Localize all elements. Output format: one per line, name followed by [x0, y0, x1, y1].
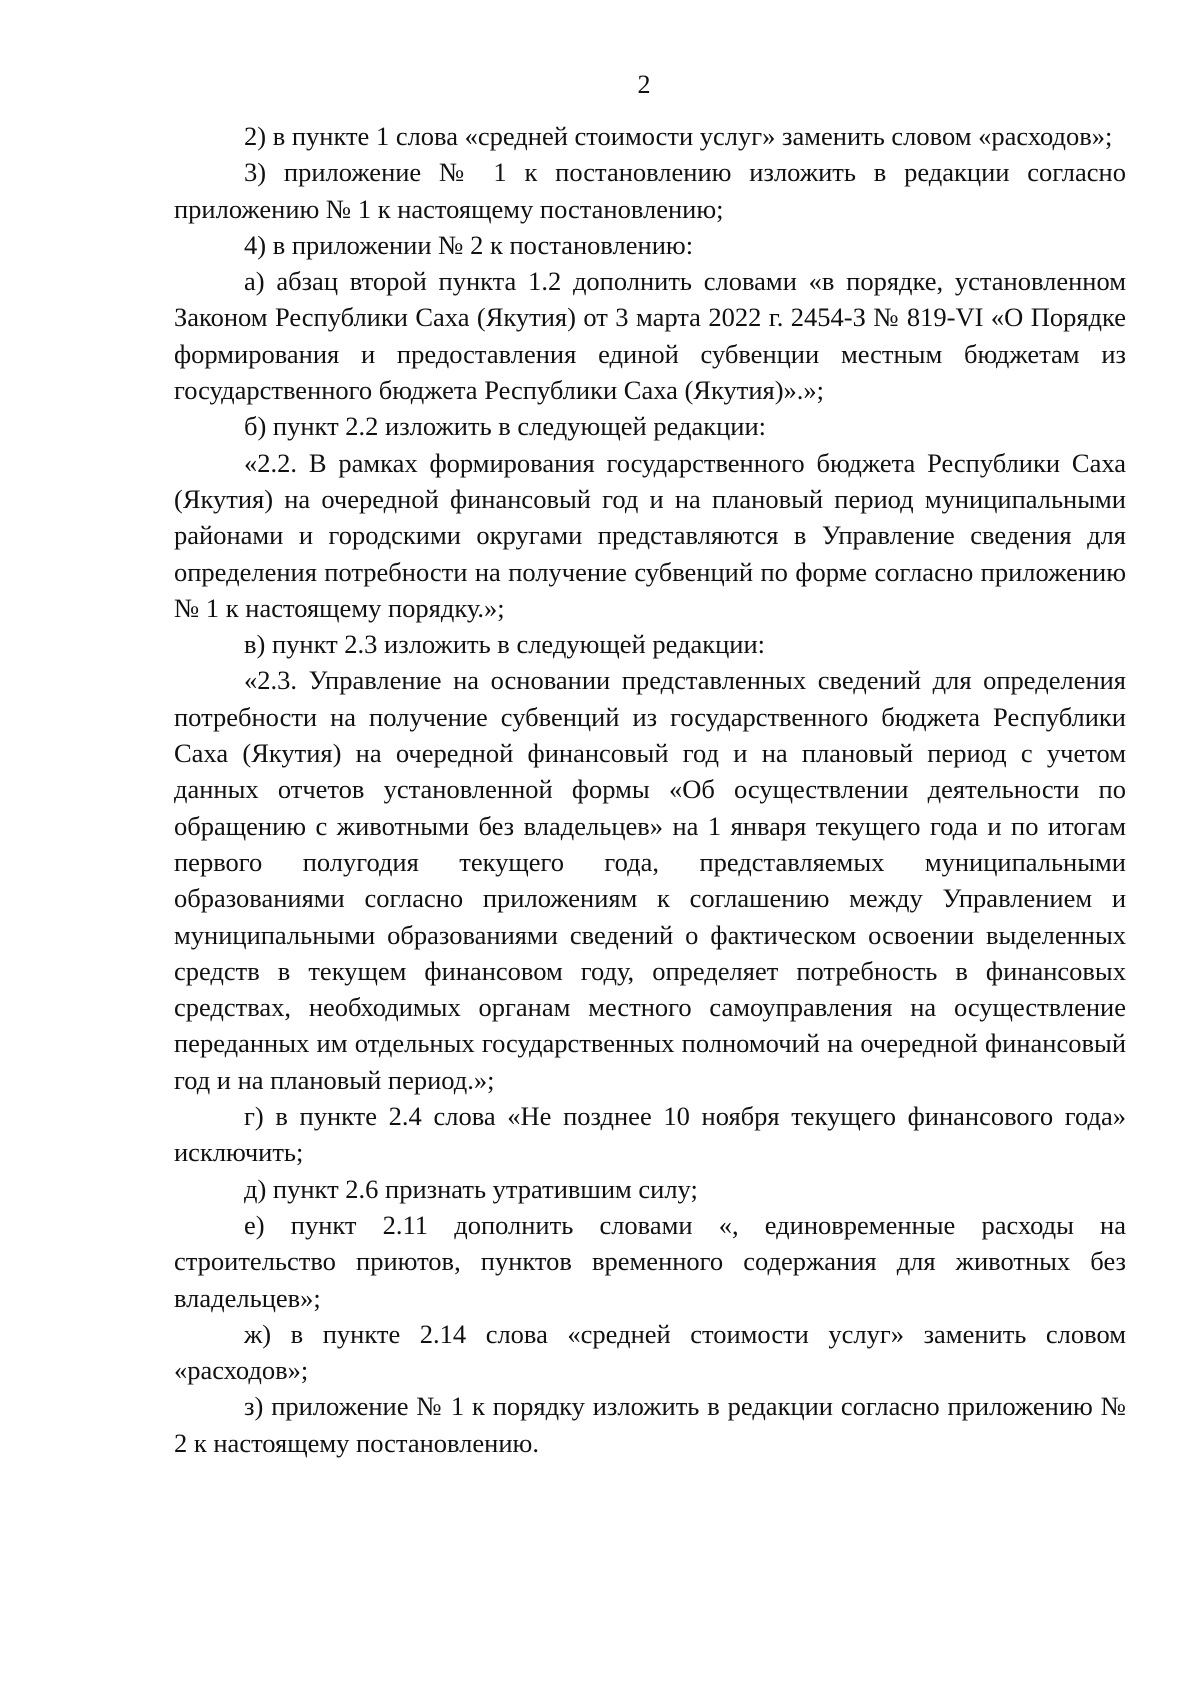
paragraph-subitem-d: д) пункт 2.6 признать утратившим силу; — [244, 1173, 698, 1204]
paragraph-subitem-g: г) в пункте 2.4 слова «Не позднее 10 ноября текущего финансового года» исключить; — [174, 1101, 1126, 1168]
paragraph-subitem-z: з) приложение № 1 к порядку изложить в редакции согласно приложению № 2 к настоящему постановлению. — [174, 1391, 1126, 1458]
paragraph-subitem-v: в) пункт 2.3 изложить в следующей редакции: — [244, 629, 766, 660]
paragraph-subitem-zh: ж) в пункте 2.14 слова «средней стоимости услуг» заменить словом «расходов»; — [174, 1318, 1126, 1386]
paragraph-subitem-a: а) абзац второй пункта 1.2 дополнить словами «в порядке, установленном Законом Республики Саха (Якутия) от 3 марта 2022 г. 2454-З № 819-VI «О Порядке формирования и предоставления единой субвенции местным бюджетам из государственного бюджета Республики Саха (Якутия)».»; — [174, 266, 1126, 406]
document-body — [174, 118, 1126, 1461]
paragraph-item-3: 3) приложение № 1 к постановлению изложить в редакции согласно приложению № 1 к настоящему постановлению; — [174, 157, 1126, 224]
paragraph-item-4: 4) в приложении № 2 к постановлению: — [244, 229, 694, 260]
page-number: 2 — [637, 70, 651, 99]
paragraph-item-2: 2) в пункте 1 слова «средней стоимости услуг» заменить словом «расходов»; — [244, 121, 1113, 151]
paragraph-subitem-e: е) пункт 2.11 дополнить словами «, единовременные расходы на строительство приютов, пунктов временного содержания для животных без владельцев»; — [174, 1209, 1126, 1313]
paragraph-quote-2-2: «2.2. В рамках формирования государственного бюджета Республики Саха (Якутия) на очередной финансовый год и на плановый период муниципальными районами и городскими округами представляются в Управление сведения для определения потребности на получение субвенций по форме согласно приложению № 1 к настоящему порядку.»; — [174, 447, 1126, 623]
paragraph-quote-2-3: «2.3. Управление на основании представленных сведений для определения потребности на получение субвенций из государственного бюджета Республики Саха (Якутия) на очередной финансовый год и на плановый период с учетом данных отчетов установленной формы «Об осуществлении деятельности по обращению с животными без владельцев» на 1 января текущего года и по итогам первого полугодия текущего года, представляемых муниципальными образованиями согласно приложениям к соглашению между Управлением и муниципальными образованиями сведений о фактическом освоении выделенных средств в текущем финансовом году, определяет потребность в финансовых средствах, необходимых органам местного самоуправления на осуществление переданных им отдельных государственных полномочий на очередной финансовый год и на плановый период.»; — [174, 665, 1126, 1095]
paragraph-subitem-b: б) пункт 2.2 изложить в следующей редакции: — [244, 411, 767, 442]
